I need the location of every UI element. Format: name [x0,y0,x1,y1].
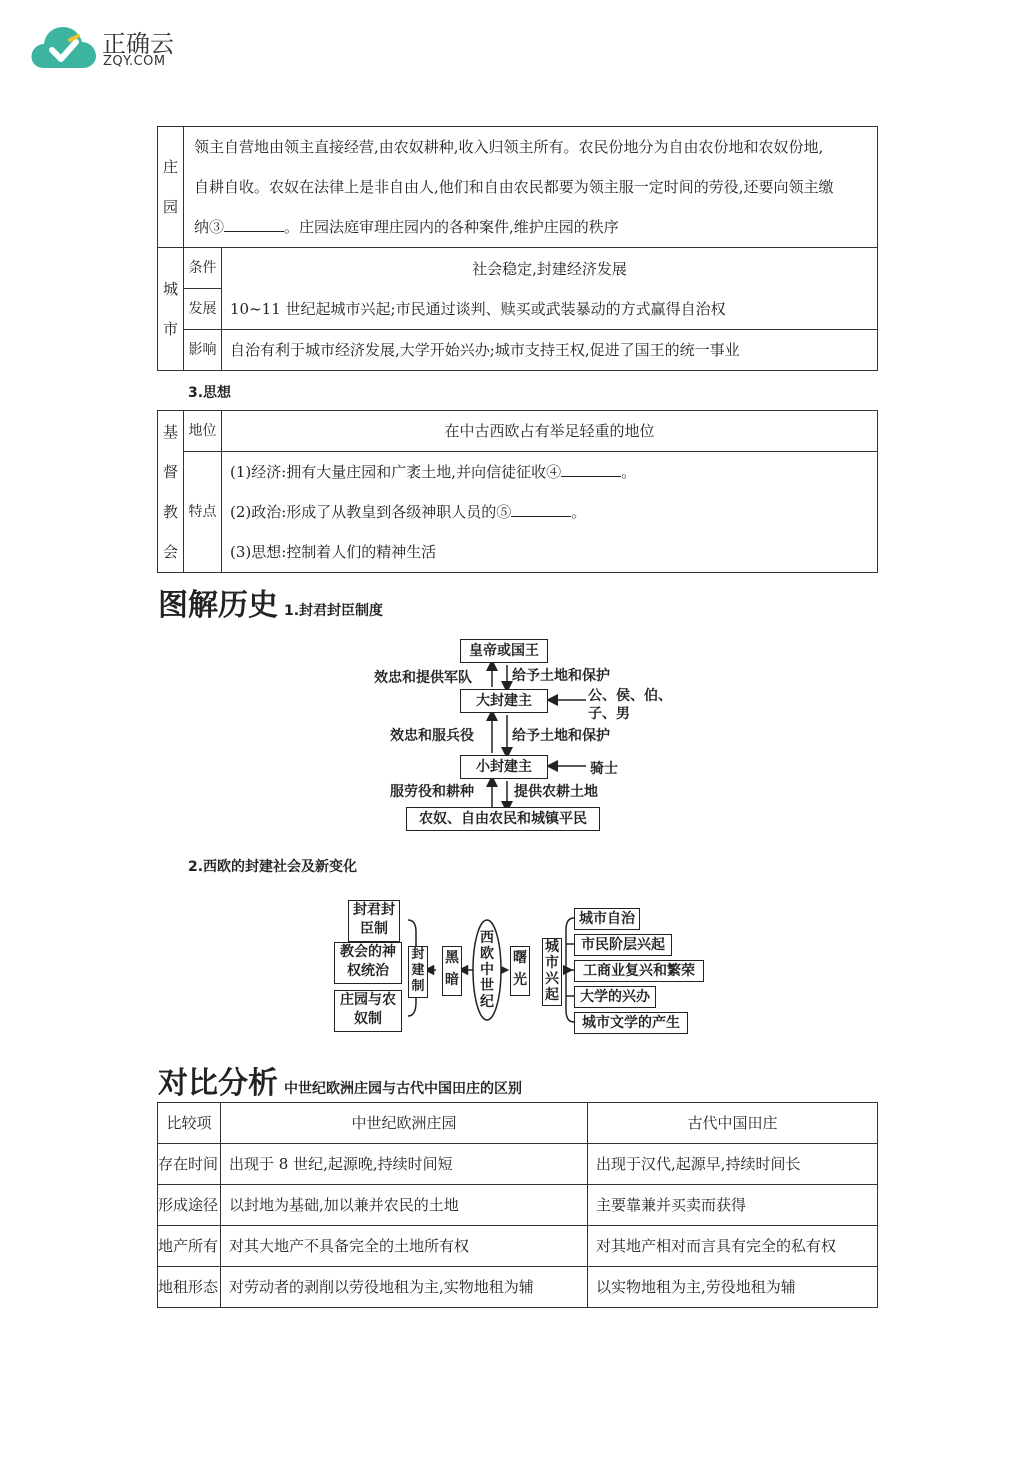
feudal-system-box: 封建制 [408,946,428,998]
compare-row-label: 形成途径 [158,1185,221,1226]
illustrated-title: 图解历史 1.封君封臣制度 [158,588,384,623]
compare-cell: 出现于 8 世纪,起源晚,持续时间短 [221,1144,588,1185]
church-feature-2: (2)政治:形成了从教皇到各级神职人员的⑤ 。 [222,492,878,532]
cloud-check-icon [30,22,98,72]
thought-heading: 3.思想 [188,385,232,401]
right-item-3: 工商业复兴和繁荣 [574,960,704,982]
table-row [158,1226,878,1267]
center-label: 西欧中世纪 [480,930,494,1010]
church-feature-3: (3)思想:控制着人们的精神生活 [222,532,878,573]
compare-sub: 中世纪欧洲庄园与古代中国田庄的区别 [284,1081,522,1097]
compare-cell: 以封地为基础,加以兼并农民的土地 [221,1185,588,1226]
left-item-2: 教会的神权统治 [334,942,402,984]
compare-header-1: 比较项 [158,1103,221,1144]
manor-content [184,127,878,248]
right-label-3: 提供农耕土地 [514,784,598,800]
compare-table [157,1102,878,1308]
table-row [158,1185,878,1226]
city-influence-text: 自治有利于城市经济发展,大学开始兴办;城市支持王权,促进了国王的统一事业 [222,330,878,371]
compare-cell: 对劳动者的剥削以劳役地租为主,实物地租为辅 [221,1267,588,1308]
right-item-2: 市民阶层兴起 [574,934,672,956]
compare-cell: 以实物地租为主,劳役地租为辅 [588,1267,878,1308]
left-item-1: 封君封臣制 [348,900,400,942]
western-europe-diagram [330,892,710,1037]
table-row [158,1144,878,1185]
nobles-label-2: 子、男 [588,706,630,722]
dark-box: 黑暗 [442,946,462,996]
city-row-label-3: 影响 [184,330,222,371]
compare-row-label: 存在时间 [158,1144,221,1185]
dawn-box: 曙光 [510,946,530,996]
city-condition-text: 社会稳定,封建经济发展 [472,259,627,278]
compare-cell: 出现于汉代,起源早,持续时间长 [588,1144,878,1185]
church-table [157,410,878,573]
left-label-3: 服劳役和耕种 [390,784,474,800]
logo-name: 正确云 [102,30,174,58]
knight-label: 骑士 [590,761,618,777]
manor-line-2: 自耕自收。农奴在法律上是非自由人,他们和自由农民都要为领主服一定时间的劳役,还要向领主缴 [194,178,834,196]
right-item-5: 城市文学的产生 [574,1012,688,1034]
great-lord-box: 大封建主 [460,689,548,713]
church-label: 基 督 教 会 [158,411,184,573]
lesser-lord-box: 小封建主 [460,755,548,779]
compare-row-label: 地产所有 [158,1226,221,1267]
church-status-text: 在中古西欧占有举足轻重的地位 [222,411,878,452]
nobles-label-1: 公、侯、伯、 [588,688,672,704]
peasants-box: 农奴、自由农民和城镇平民 [406,807,600,831]
left-label-2: 效忠和服兵役 [390,728,474,744]
left-label-1: 效忠和提供军队 [374,670,472,686]
manor-label: 庄 园 [158,127,184,248]
city-row-label-2: 发展 [184,289,222,330]
illustrated-sub2: 2.西欧的封建社会及新变化 [188,859,358,875]
right-label-2: 给予土地和保护 [512,728,610,744]
table-row [158,1267,878,1308]
city-row-label-1: 条件 [184,248,222,289]
city-label: 城 市 [158,248,184,371]
compare-header-3: 古代中国田庄 [588,1103,878,1144]
compare-header-2: 中世纪欧洲庄园 [221,1103,588,1144]
illustrated-sub: 1.封君封臣制度 [284,603,384,619]
compare-title: 对比分析 中世纪欧洲庄园与古代中国田庄的区别 [158,1066,522,1101]
manor-line-1: 领主自营地由领主直接经营,由农奴耕种,收入归领主所有。农民份地分为自由农份地和农奴份地, [194,138,824,156]
right-item-1: 城市自治 [574,908,640,930]
church-status-label: 地位 [184,411,222,452]
left-item-3: 庄园与农奴制 [334,990,402,1032]
right-label-1: 给予土地和保护 [512,668,610,684]
compare-row-label: 地租形态 [158,1267,221,1308]
compare-header-row [158,1103,878,1144]
compare-cell: 对其地产相对而言具有完全的私有权 [588,1226,878,1267]
logo [30,22,190,74]
city-row-text-1-2 [222,248,878,330]
church-feature-1: (1)经济:拥有大量庄园和广袤土地,并向信徒征收④ 。 [222,452,878,493]
feudal-hierarchy-diagram [360,635,680,835]
compare-cell: 对其大地产不具备完全的土地所有权 [221,1226,588,1267]
logo-domain: ZQY.COM [103,54,166,69]
city-development-text: 10~11 世纪起城市兴起;市民通过谈判、赎买或武装暴动的方式赢得自治权 [230,299,726,318]
emperor-box: 皇帝或国王 [460,639,548,663]
right-item-4: 大学的兴办 [574,986,656,1008]
city-rise-box: 城市兴起 [542,938,562,1006]
manor-line-3: 纳③ 。庄园法庭审理庄园内的各种案件,维护庄园的秩序 [194,218,619,236]
church-feature-label: 特点 [184,452,222,573]
compare-cell: 主要靠兼并买卖而获得 [588,1185,878,1226]
manor-city-table [157,126,878,371]
